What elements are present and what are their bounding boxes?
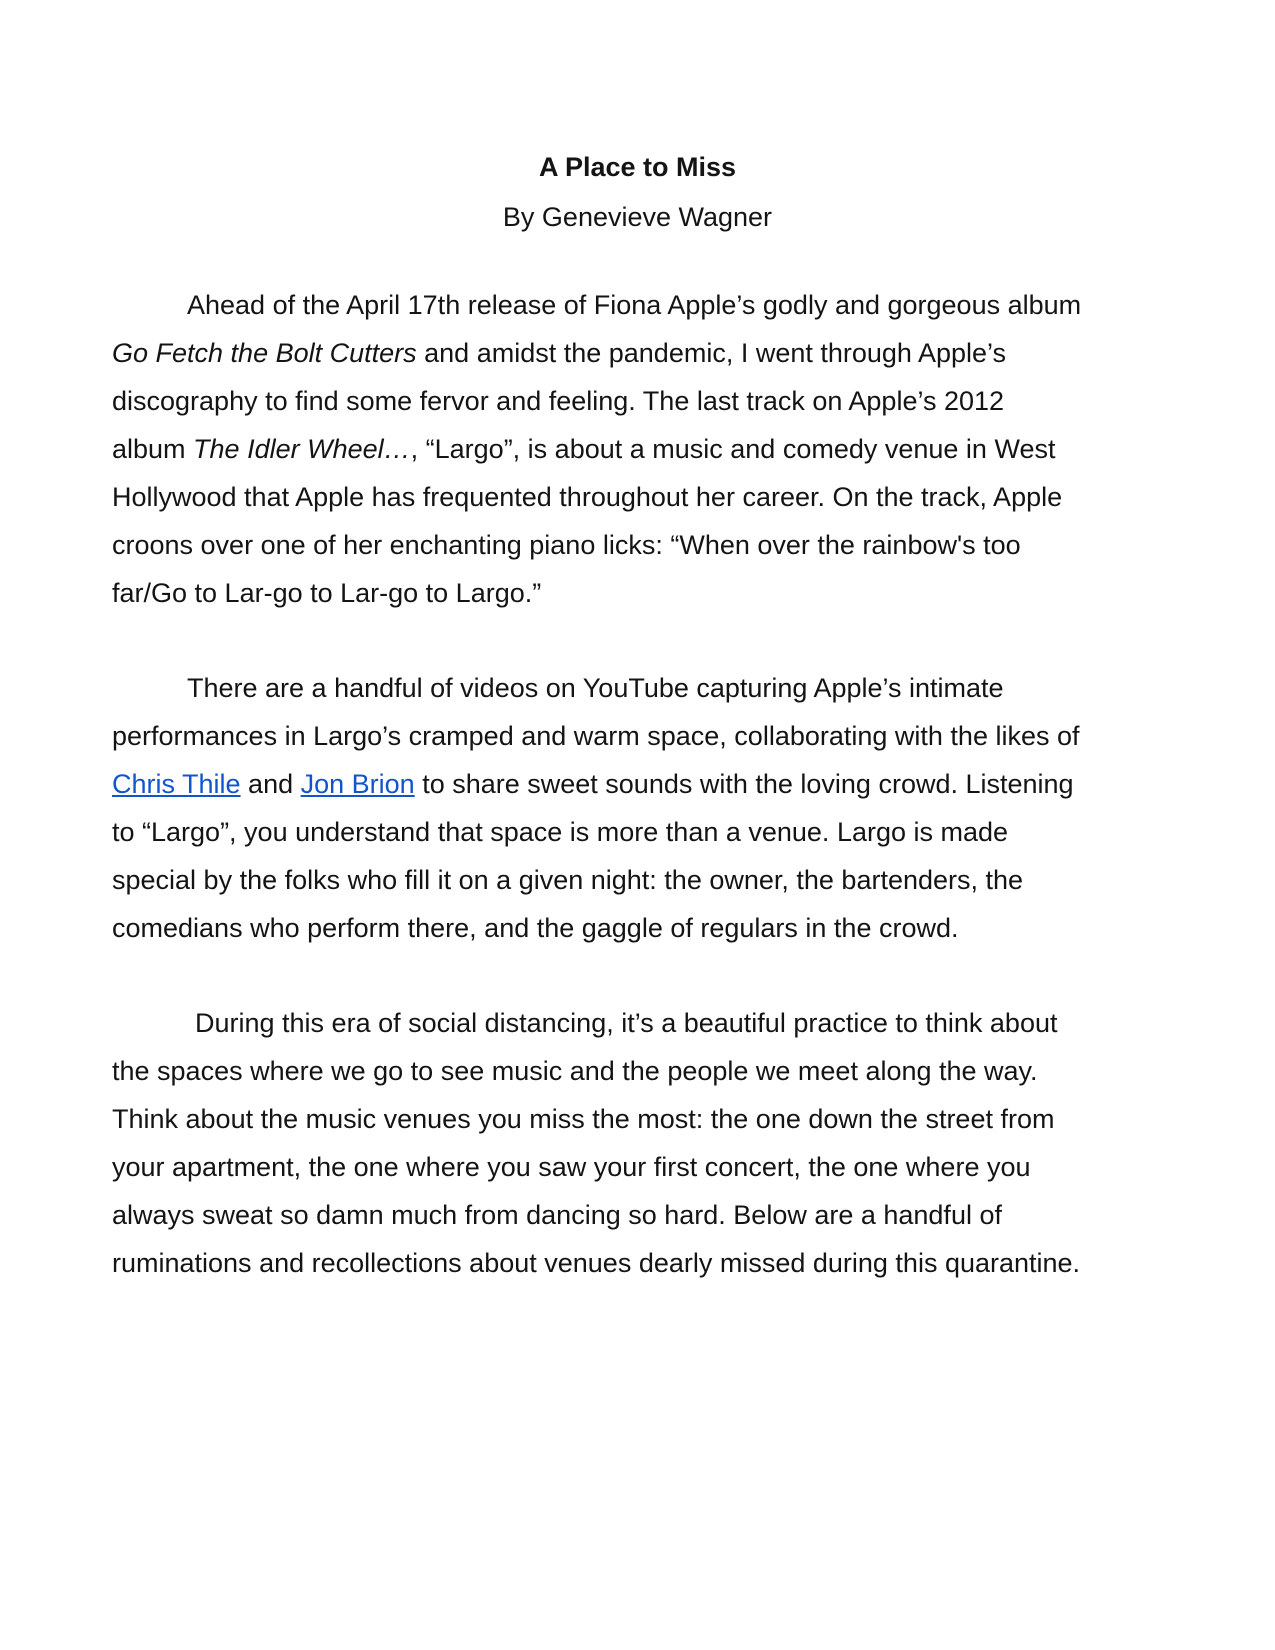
paragraph-line: your apartment, the one where you saw your first concert, the one where you [112, 1152, 1031, 1182]
paragraph-line: the spaces where we go to see music and the people we meet along the way. [112, 1056, 1038, 1086]
jon-brion-link[interactable]: Jon Brion [300, 769, 415, 799]
paragraph-line [112, 336, 1006, 370]
paragraph-line: far/Go to Lar-go to Lar-go to Largo.” [112, 578, 542, 608]
paragraph-line: Ahead of the April 17th release of Fiona Apple’s godly and gorgeous album [187, 290, 1082, 320]
paragraph-line [112, 432, 1055, 466]
chris-thile-link[interactable]: Chris Thile [112, 769, 241, 799]
paragraph-line: ruminations and recollections about venues dearly missed during this quarantine. [112, 1248, 1081, 1278]
paragraph-line: There are a handful of videos on YouTube capturing Apple’s intimate [187, 673, 1004, 703]
text-span: album [112, 434, 194, 464]
paragraph-line: always sweat so damn much from dancing so hard. Below are a handful of [112, 1200, 1002, 1230]
paragraph-line: Hollywood that Apple has frequented throughout her career. On the track, Apple [112, 482, 1063, 512]
paragraph-line: croons over one of her enchanting piano licks: “When over the rainbow's too [112, 530, 1021, 560]
text-span: to share sweet sounds with the loving crowd. Listening [414, 769, 1074, 799]
text-span: and amidst the pandemic, I went through Apple’s [416, 338, 1007, 368]
paragraph-line [112, 767, 1074, 801]
text-span: , “Largo”, is about a music and comedy venue in West [410, 434, 1056, 464]
text-span: and [240, 769, 301, 799]
paragraph-line: During this era of social distancing, it’s a beautiful practice to think about [195, 1008, 1058, 1038]
album-title-italic: Go Fetch the Bolt Cutters [112, 338, 417, 368]
document-byline: By Genevieve Wagner [502, 202, 773, 232]
paragraph-line: special by the folks who fill it on a given night: the owner, the bartenders, the [112, 865, 1024, 895]
paragraph-line: comedians who perform there, and the gaggle of regulars in the crowd. [112, 913, 959, 943]
paragraph-line: to “Largo”, you understand that space is more than a venue. Largo is made [112, 817, 1009, 847]
paragraph-line: discography to find some fervor and feeling. The last track on Apple’s 2012 [112, 386, 1005, 416]
album-title-italic: The Idler Wheel… [193, 434, 411, 464]
document-title: A Place to Miss [538, 152, 737, 182]
paragraph-line: Think about the music venues you miss the most: the one down the street from [112, 1104, 1055, 1134]
paragraph-line: performances in Largo’s cramped and warm space, collaborating with the likes of [112, 721, 1080, 751]
